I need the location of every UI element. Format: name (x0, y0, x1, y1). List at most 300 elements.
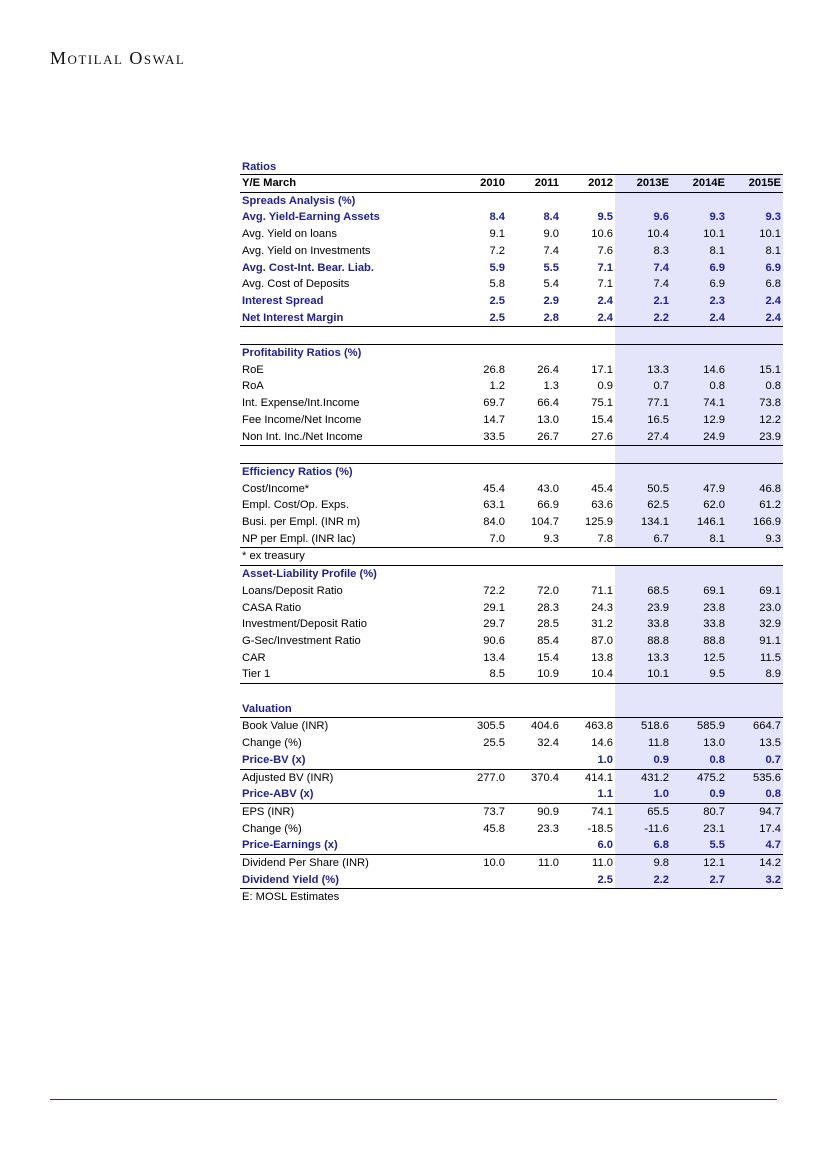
table-row (240, 616, 783, 633)
value-cell: 0.7 (727, 752, 783, 769)
row-label: Fee Income/Net Income (242, 413, 362, 426)
value-cell: 0.9 (597, 380, 613, 393)
value-cell: 26.8 (483, 363, 505, 376)
value-cell: 7.1 (597, 261, 613, 274)
value-cell: 2.4 (671, 310, 727, 327)
value-cell: 85.4 (537, 634, 559, 647)
value-cell: 26.7 (507, 429, 561, 446)
value-cell: 68.5 (615, 583, 671, 600)
value-cell: 50.5 (615, 481, 671, 498)
table-row (240, 718, 783, 735)
value-cell: 0.8 (671, 752, 727, 769)
value-cell: 4.7 (727, 837, 783, 854)
empty-cell (727, 566, 783, 583)
footnote-row (240, 548, 783, 566)
year-header: 2013E (615, 175, 671, 193)
section-title: Valuation (242, 702, 292, 715)
empty-cell (507, 327, 561, 345)
value-cell: 12.1 (671, 855, 727, 872)
efficiency-section-title (240, 463, 783, 480)
value-cell: 69.1 (671, 583, 727, 600)
row-label: Avg. Yield on Investments (242, 244, 371, 257)
empty-cell (561, 701, 615, 718)
value-cell: 32.9 (727, 616, 783, 633)
value-cell: 24.3 (591, 601, 613, 614)
value-cell: -18.5 (587, 822, 613, 835)
empty-cell (727, 701, 783, 718)
value-cell: 166.9 (727, 514, 783, 531)
value-cell: 94.7 (727, 803, 783, 820)
table-row (240, 293, 783, 310)
value-cell: 10.6 (591, 228, 613, 241)
empty-cell (453, 446, 507, 464)
value-cell: 14.6 (671, 362, 727, 379)
empty-cell (453, 327, 507, 345)
value-cell: 5.5 (543, 261, 559, 274)
value-cell: 7.6 (597, 244, 613, 257)
row-label: Price-ABV (x) (242, 788, 314, 801)
value-cell: 45.4 (591, 482, 613, 495)
row-label: Int. Expense/Int.Income (242, 397, 360, 410)
value-cell: 9.5 (597, 211, 613, 224)
value-cell: 0.8 (671, 378, 727, 395)
table-row (240, 310, 783, 327)
value-cell (453, 752, 507, 769)
table-row (240, 243, 783, 260)
value-cell: 1.3 (543, 380, 559, 393)
empty-cell (240, 684, 453, 701)
value-cell: 7.1 (597, 278, 613, 291)
value-cell: 535.6 (727, 769, 783, 786)
empty-cell (615, 446, 671, 464)
value-cell: 75.1 (591, 397, 613, 410)
value-cell: 8.4 (543, 211, 559, 224)
value-cell: 431.2 (615, 769, 671, 786)
row-label: Avg. Yield on loans (242, 228, 337, 241)
section-title: Spreads Analysis (%) (242, 194, 356, 207)
empty-cell (507, 701, 561, 718)
table-row (240, 786, 783, 803)
value-cell: 80.7 (671, 803, 727, 820)
value-cell: 69.1 (727, 583, 783, 600)
table-row (240, 872, 783, 889)
value-cell: 91.1 (727, 633, 783, 650)
value-cell: 2.5 (561, 872, 615, 889)
empty-cell (615, 345, 671, 362)
empty-cell (615, 566, 671, 583)
empty-cell (671, 701, 727, 718)
empty-cell (727, 327, 783, 345)
year-header: 2010 (453, 175, 507, 193)
table-row (240, 633, 783, 650)
empty-cell (561, 684, 615, 701)
value-cell: 664.7 (727, 718, 783, 735)
empty-cell (561, 463, 615, 480)
value-cell: 74.1 (561, 803, 615, 820)
table-row (240, 821, 783, 838)
value-cell: 7.2 (489, 244, 505, 257)
value-cell: 45.4 (483, 482, 505, 495)
value-cell: 73.7 (453, 803, 507, 820)
table-row (240, 666, 783, 683)
row-label: Cost/Income* (242, 482, 310, 495)
value-cell: 9.5 (671, 666, 727, 683)
value-cell: 13.0 (537, 413, 559, 426)
row-label: EPS (INR) (240, 803, 453, 820)
row-label: G-Sec/Investment Ratio (242, 634, 361, 647)
empty-cell (453, 566, 507, 583)
empty-cell (615, 327, 671, 345)
value-cell: 518.6 (615, 718, 671, 735)
value-cell: 26.4 (537, 363, 559, 376)
value-cell: 46.8 (727, 481, 783, 498)
value-cell: 69.7 (483, 397, 505, 410)
value-cell: 3.2 (727, 872, 783, 889)
value-cell (453, 872, 507, 889)
value-cell: 43.0 (537, 482, 559, 495)
value-cell: 66.4 (537, 397, 559, 410)
row-label: Investment/Deposit Ratio (242, 618, 367, 631)
value-cell: 0.8 (727, 786, 783, 803)
value-cell: 17.4 (727, 821, 783, 838)
spacer-row (240, 446, 783, 464)
value-cell: 9.6 (615, 209, 671, 226)
table-row (240, 276, 783, 293)
value-cell: 277.0 (453, 769, 507, 786)
value-cell: 14.2 (727, 855, 783, 872)
value-cell: 134.1 (615, 514, 671, 531)
value-cell: 90.6 (483, 634, 505, 647)
empty-cell (453, 192, 507, 209)
value-cell: 5.9 (489, 261, 505, 274)
value-cell: 14.7 (483, 413, 505, 426)
value-cell: 2.4 (561, 310, 615, 327)
empty-cell (507, 566, 561, 583)
row-label: Change (%) (242, 822, 302, 835)
value-cell: 2.5 (453, 310, 507, 327)
header-row (240, 175, 783, 193)
table-row (240, 803, 783, 820)
row-label: Loans/Deposit Ratio (242, 584, 343, 597)
year-header: 2014E (671, 175, 727, 193)
row-label: Book Value (INR) (240, 718, 453, 735)
value-cell: 6.8 (615, 837, 671, 854)
value-cell: 15.1 (727, 362, 783, 379)
value-cell: 23.0 (727, 600, 783, 617)
value-cell: 2.5 (489, 294, 505, 307)
section-title: Asset-Liability Profile (%) (242, 568, 377, 581)
value-cell: 28.5 (537, 618, 559, 631)
value-cell (453, 837, 507, 854)
value-cell: 8.9 (727, 666, 783, 683)
value-cell: 9.0 (543, 228, 559, 241)
empty-cell (561, 566, 615, 583)
value-cell: 104.7 (531, 516, 559, 529)
table-row (240, 735, 783, 752)
row-label: Busi. per Empl. (INR m) (242, 516, 361, 529)
value-cell: 5.4 (543, 278, 559, 291)
table-row (240, 514, 783, 531)
value-cell: 7.0 (453, 531, 507, 548)
row-label: Adjusted BV (INR) (240, 769, 453, 786)
empty-cell (561, 327, 615, 345)
value-cell: 10.4 (561, 666, 615, 683)
value-cell: 475.2 (671, 769, 727, 786)
value-cell: 8.1 (727, 243, 783, 260)
value-cell: 2.1 (615, 293, 671, 310)
row-label: NP per Empl. (INR lac) (240, 531, 453, 548)
empty-cell (671, 327, 727, 345)
value-cell: 29.1 (483, 601, 505, 614)
valuation-section-title (240, 701, 783, 718)
header-label: Y/E March (240, 175, 453, 193)
empty-cell (240, 446, 453, 464)
value-cell: 77.1 (615, 395, 671, 412)
value-cell: 2.9 (543, 294, 559, 307)
row-label: Dividend Per Share (INR) (240, 855, 453, 872)
value-cell: 47.9 (671, 481, 727, 498)
ratios-table (240, 174, 783, 906)
table-row (240, 600, 783, 617)
empty-cell (615, 701, 671, 718)
footer-rule (50, 1099, 777, 1100)
value-cell: 10.4 (615, 226, 671, 243)
value-cell: 13.5 (727, 735, 783, 752)
empty-cell (240, 327, 453, 345)
value-cell: 62.0 (671, 497, 727, 514)
value-cell: 90.9 (507, 803, 561, 820)
value-cell: 0.8 (727, 378, 783, 395)
empty-cell (671, 566, 727, 583)
value-cell: 1.2 (489, 380, 505, 393)
row-label: Tier 1 (240, 666, 453, 683)
table-row (240, 769, 783, 786)
value-cell: 5.5 (671, 837, 727, 854)
value-cell: 10.0 (453, 855, 507, 872)
empty-cell (727, 463, 783, 480)
empty-cell (453, 345, 507, 362)
value-cell: 29.7 (483, 618, 505, 631)
value-cell: 9.3 (671, 209, 727, 226)
table-row (240, 378, 783, 395)
value-cell: 8.4 (489, 211, 505, 224)
empty-cell (561, 345, 615, 362)
value-cell: 24.9 (671, 429, 727, 446)
value-cell: 370.4 (507, 769, 561, 786)
ratios-table-body (240, 175, 783, 907)
value-cell: 16.5 (615, 412, 671, 429)
value-cell: 23.3 (537, 822, 559, 835)
value-cell: 146.1 (671, 514, 727, 531)
value-cell: 13.8 (591, 651, 613, 664)
value-cell: 125.9 (585, 516, 613, 529)
empty-cell (561, 192, 615, 209)
value-cell: 33.8 (615, 616, 671, 633)
empty-cell (615, 192, 671, 209)
value-cell: 10.9 (507, 666, 561, 683)
value-cell: 2.7 (671, 872, 727, 889)
table-row (240, 412, 783, 429)
value-cell: 17.1 (591, 363, 613, 376)
value-cell: 8.3 (615, 243, 671, 260)
value-cell: 62.5 (615, 497, 671, 514)
value-cell: 15.4 (537, 651, 559, 664)
footnote: * ex treasury (240, 548, 783, 566)
row-label: RoA (242, 380, 264, 393)
table-row (240, 650, 783, 667)
value-cell: 88.8 (615, 633, 671, 650)
value-cell: 463.8 (561, 718, 615, 735)
table-row (240, 362, 783, 379)
value-cell: 10.1 (671, 226, 727, 243)
value-cell: 2.4 (597, 294, 613, 307)
year-header: 2011 (507, 175, 561, 193)
empty-cell (507, 192, 561, 209)
year-header: 2012 (561, 175, 615, 193)
value-cell: 6.9 (671, 276, 727, 293)
value-cell: 61.2 (727, 497, 783, 514)
spacer-row (240, 327, 783, 345)
value-cell: 2.2 (615, 310, 671, 327)
empty-cell (507, 446, 561, 464)
value-cell (507, 786, 561, 803)
value-cell: 5.8 (489, 278, 505, 291)
value-cell: 33.8 (671, 616, 727, 633)
value-cell: 13.3 (615, 362, 671, 379)
value-cell: 9.8 (615, 855, 671, 872)
value-cell: 13.3 (615, 650, 671, 667)
value-cell (507, 752, 561, 769)
value-cell: 6.0 (597, 839, 613, 852)
value-cell: 414.1 (561, 769, 615, 786)
value-cell: 23.8 (671, 600, 727, 617)
empty-cell (671, 684, 727, 701)
value-cell: 13.0 (671, 735, 727, 752)
empty-cell (615, 463, 671, 480)
row-label: Avg. Cost of Deposits (242, 278, 350, 291)
value-cell (507, 837, 561, 854)
value-cell: 45.8 (483, 822, 505, 835)
value-cell: 11.5 (727, 650, 783, 667)
table-row (240, 260, 783, 277)
row-label: Interest Spread (242, 294, 324, 307)
brand-logo (50, 48, 185, 69)
value-cell: 11.0 (561, 855, 615, 872)
empty-cell (507, 463, 561, 480)
value-cell: 14.6 (591, 737, 613, 750)
row-label: RoE (242, 363, 264, 376)
value-cell: 31.2 (591, 618, 613, 631)
brand-name: Motilal Oswal (50, 48, 186, 68)
empty-cell (671, 192, 727, 209)
value-cell: 2.4 (727, 310, 783, 327)
value-cell: 15.4 (591, 413, 613, 426)
profitability-section-title (240, 345, 783, 362)
value-cell: 9.3 (507, 531, 561, 548)
table-row (240, 497, 783, 514)
empty-cell (727, 192, 783, 209)
empty-cell (671, 463, 727, 480)
empty-cell (453, 684, 507, 701)
value-cell: 0.9 (671, 786, 727, 803)
section-title: Profitability Ratios (%) (240, 345, 453, 362)
value-cell: 28.3 (537, 601, 559, 614)
table-row (240, 209, 783, 226)
row-label: Dividend Yield (%) (240, 872, 453, 889)
empty-cell (453, 701, 507, 718)
row-label: Change (%) (242, 737, 302, 750)
table-title: Ratios (242, 161, 277, 173)
value-cell: 73.8 (727, 395, 783, 412)
value-cell: 2.2 (615, 872, 671, 889)
empty-cell (561, 446, 615, 464)
value-cell: 87.0 (591, 634, 613, 647)
table-row (240, 429, 783, 446)
value-cell: 33.5 (453, 429, 507, 446)
value-cell: 11.8 (615, 735, 671, 752)
value-cell: 88.8 (671, 633, 727, 650)
value-cell: 6.9 (727, 260, 783, 277)
value-cell: 0.9 (615, 752, 671, 769)
value-cell: 8.5 (453, 666, 507, 683)
value-cell: 7.4 (615, 260, 671, 277)
value-cell: 74.1 (671, 395, 727, 412)
empty-cell (453, 463, 507, 480)
row-label: Price-BV (x) (242, 753, 306, 766)
value-cell: 8.1 (671, 243, 727, 260)
row-label: Avg. Cost-Int. Bear. Liab. (242, 261, 374, 274)
value-cell: 7.8 (561, 531, 615, 548)
value-cell: 1.1 (597, 788, 613, 801)
spacer-row (240, 684, 783, 701)
value-cell: 65.5 (615, 803, 671, 820)
value-cell: 12.2 (727, 412, 783, 429)
value-cell: 25.5 (483, 737, 505, 750)
value-cell: 12.9 (671, 412, 727, 429)
value-cell: 6.8 (727, 276, 783, 293)
value-cell: 2.4 (727, 293, 783, 310)
value-cell: 305.5 (453, 718, 507, 735)
value-cell: 404.6 (507, 718, 561, 735)
value-cell: 9.1 (489, 228, 505, 241)
row-label: CASA Ratio (242, 601, 302, 614)
value-cell: 0.7 (615, 378, 671, 395)
value-cell: 12.5 (671, 650, 727, 667)
value-cell: 9.3 (727, 209, 783, 226)
value-cell: 1.0 (615, 786, 671, 803)
value-cell: 1.0 (597, 753, 613, 766)
value-cell: 7.4 (543, 244, 559, 257)
value-cell: 10.1 (615, 666, 671, 683)
value-cell: 11.0 (507, 855, 561, 872)
value-cell: 6.7 (615, 531, 671, 548)
value-cell: 8.1 (671, 531, 727, 548)
value-cell: 2.8 (507, 310, 561, 327)
row-label: Non Int. Inc./Net Income (240, 429, 453, 446)
value-cell: 9.3 (727, 531, 783, 548)
ratios-table-block (240, 160, 781, 906)
value-cell: 66.9 (537, 499, 559, 512)
table-row (240, 395, 783, 412)
empty-cell (727, 684, 783, 701)
table-row (240, 531, 783, 548)
table-row (240, 855, 783, 872)
empty-cell (671, 446, 727, 464)
value-cell: -11.6 (615, 821, 671, 838)
value-cell (507, 872, 561, 889)
value-cell: 27.6 (561, 429, 615, 446)
alm-section-title (240, 566, 783, 583)
